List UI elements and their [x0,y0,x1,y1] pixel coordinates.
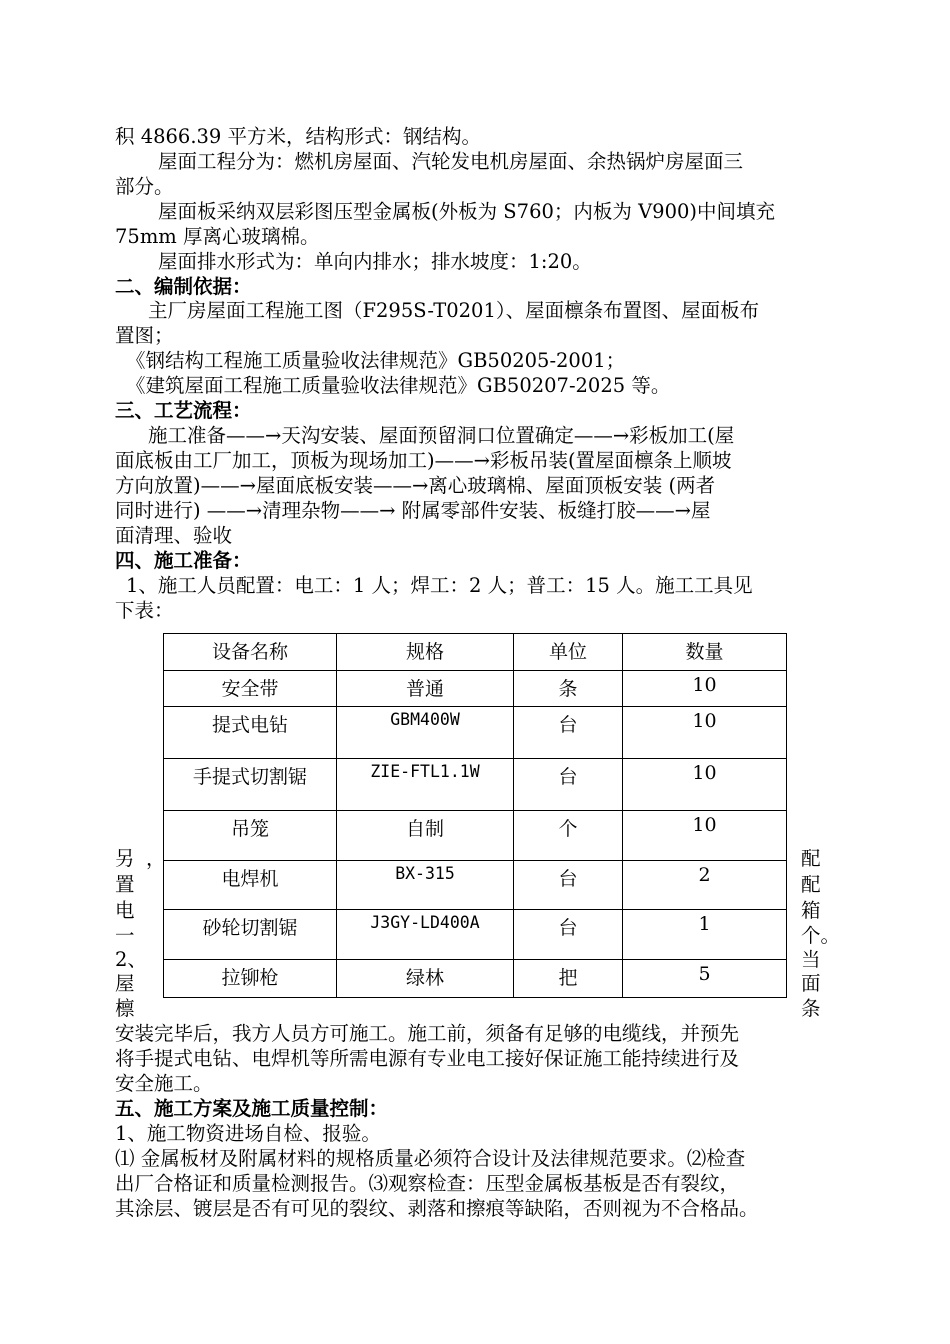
tools-table [163,633,787,998]
table-cell: 台 [514,910,623,960]
text-line: 《钢结构工程施工质量验收法律规范》GB50205-2001； [126,349,626,372]
table-header-cell: 设备名称 [164,634,337,671]
text-line: 面底板由工厂加工，顶板为现场加工)——→彩板吊装(置屋面檩条上顺坡 [115,449,732,472]
text-line: 积 4866.39 平方米，结构形式：钢结构。 [115,125,482,148]
side-char-left: 屋 [115,972,135,995]
table-row [164,910,787,960]
side-char-right: 当 [801,948,821,971]
table-cell: 1 [623,910,787,960]
table-cell: BX-315 [337,861,514,910]
text-line: 1、施工物资进场自检、报验。 [115,1122,381,1145]
text-line: 方向放置)——→屋面底板安装——→离心玻璃棉、屋面顶板安装 (两者 [115,474,716,497]
table-cell: 5 [623,960,787,998]
side-char-left-comma: ， [146,847,166,870]
table-cell: ZIE-FTL1.1W [337,759,514,811]
side-char-right: 个。 [801,924,841,947]
table-cell: 绿林 [337,960,514,998]
text-line: 《建筑屋面工程施工质量验收法律规范》GB50207-2025 等。 [126,374,671,397]
table-cell: 个 [514,811,623,861]
table-cell: 把 [514,960,623,998]
section-heading: 二、编制依据： [115,275,252,298]
table-row [164,811,787,861]
text-line: 75mm 厚离心玻璃棉。 [115,225,320,248]
side-char-left: 电 [115,899,135,922]
text-line: 置图； [115,324,174,347]
table-row [164,671,787,707]
table-cell: GBM400W [337,707,514,759]
table-cell: 拉铆枪 [164,960,337,998]
table-cell: 砂轮切割锯 [164,910,337,960]
section-heading: 三、工艺流程： [115,399,252,422]
table-cell: 自制 [337,811,514,861]
table-cell: 普通 [337,671,514,707]
table-cell: 10 [623,671,787,707]
section-heading: 四、施工准备： [115,549,252,572]
table-header-cell: 数量 [623,634,787,671]
text-line: 部分。 [115,175,174,198]
side-char-left: 另 [115,847,135,870]
text-line: 安全施工。 [115,1072,213,1095]
table-cell: 10 [623,811,787,861]
text-line: 面清理、验收 [115,524,233,547]
text-line: 安装完毕后，我方人员方可施工。施工前，须备有足够的电缆线，并预先 [115,1022,740,1045]
table-cell: 台 [514,759,623,811]
text-line: 将手提式电钻、电焊机等所需电源有专业电工接好保证施工能持续进行及 [115,1047,740,1070]
table-header-row [164,634,787,671]
table-cell: 电焊机 [164,861,337,910]
table-cell: 安全带 [164,671,337,707]
text-line: 同时进行) ——→清理杂物——→ 附属零部件安装、板缝打胶——→屋 [115,499,711,522]
table-cell: 条 [514,671,623,707]
side-char-right: 箱 [801,899,821,922]
side-char-right: 面 [801,972,821,995]
side-char-right: 配 [801,873,821,896]
side-char-right: 条 [801,997,821,1020]
text-line: 其涂层、镀层是否有可见的裂纹、剥落和擦痕等缺陷，否则视为不合格品。 [115,1197,759,1220]
text-line: 出厂合格证和质量检测报告。⑶观察检查：压型金属板基板是否有裂纹， [115,1172,740,1195]
side-char-right: 配 [801,847,821,870]
table-cell: 10 [623,707,787,759]
side-char-left: 2、 [115,948,147,971]
text-line: 施工准备——→天沟安装、屋面预留洞口位置确定——→彩板加工(屋 [148,424,735,447]
text-line: ⑴ 金属板材及附属材料的规格质量必须符合设计及法律规范要求。⑵检查 [115,1147,746,1170]
table-cell: 10 [623,759,787,811]
table-header-cell: 规格 [337,634,514,671]
text-line: 屋面板采纳双层彩图压型金属板(外板为 S760；内板为 V900)中间填充 [158,200,775,223]
table-cell: 2 [623,861,787,910]
table-cell: 台 [514,707,623,759]
text-line: 屋面工程分为：燃机房屋面、汽轮发电机房屋面、余热锅炉房屋面三 [158,150,744,173]
table-cell: J3GY-LD400A [337,910,514,960]
table-row [164,707,787,759]
section-heading: 五、施工方案及施工质量控制： [115,1097,389,1120]
table-row [164,759,787,811]
table-cell: 吊笼 [164,811,337,861]
text-line: 主厂房屋面工程施工图（F295S-T0201）、屋面檩条布置图、屋面板布 [148,299,760,322]
text-line: 下表： [115,599,174,622]
side-char-left: 檩 [115,997,135,1020]
side-char-left: 一 [115,924,135,947]
table-cell: 台 [514,861,623,910]
text-line: 屋面排水形式为：单向内排水；排水坡度：1:20。 [158,250,592,273]
side-char-left: 置 [115,873,135,896]
table-header-cell: 单位 [514,634,623,671]
text-line: 1、施工人员配置：电工：1 人；焊工：2 人；普工：15 人。施工工具见 [126,574,753,597]
table-row [164,960,787,998]
table-cell: 提式电钻 [164,707,337,759]
table-cell: 手提式切割锯 [164,759,337,811]
table-row [164,861,787,910]
